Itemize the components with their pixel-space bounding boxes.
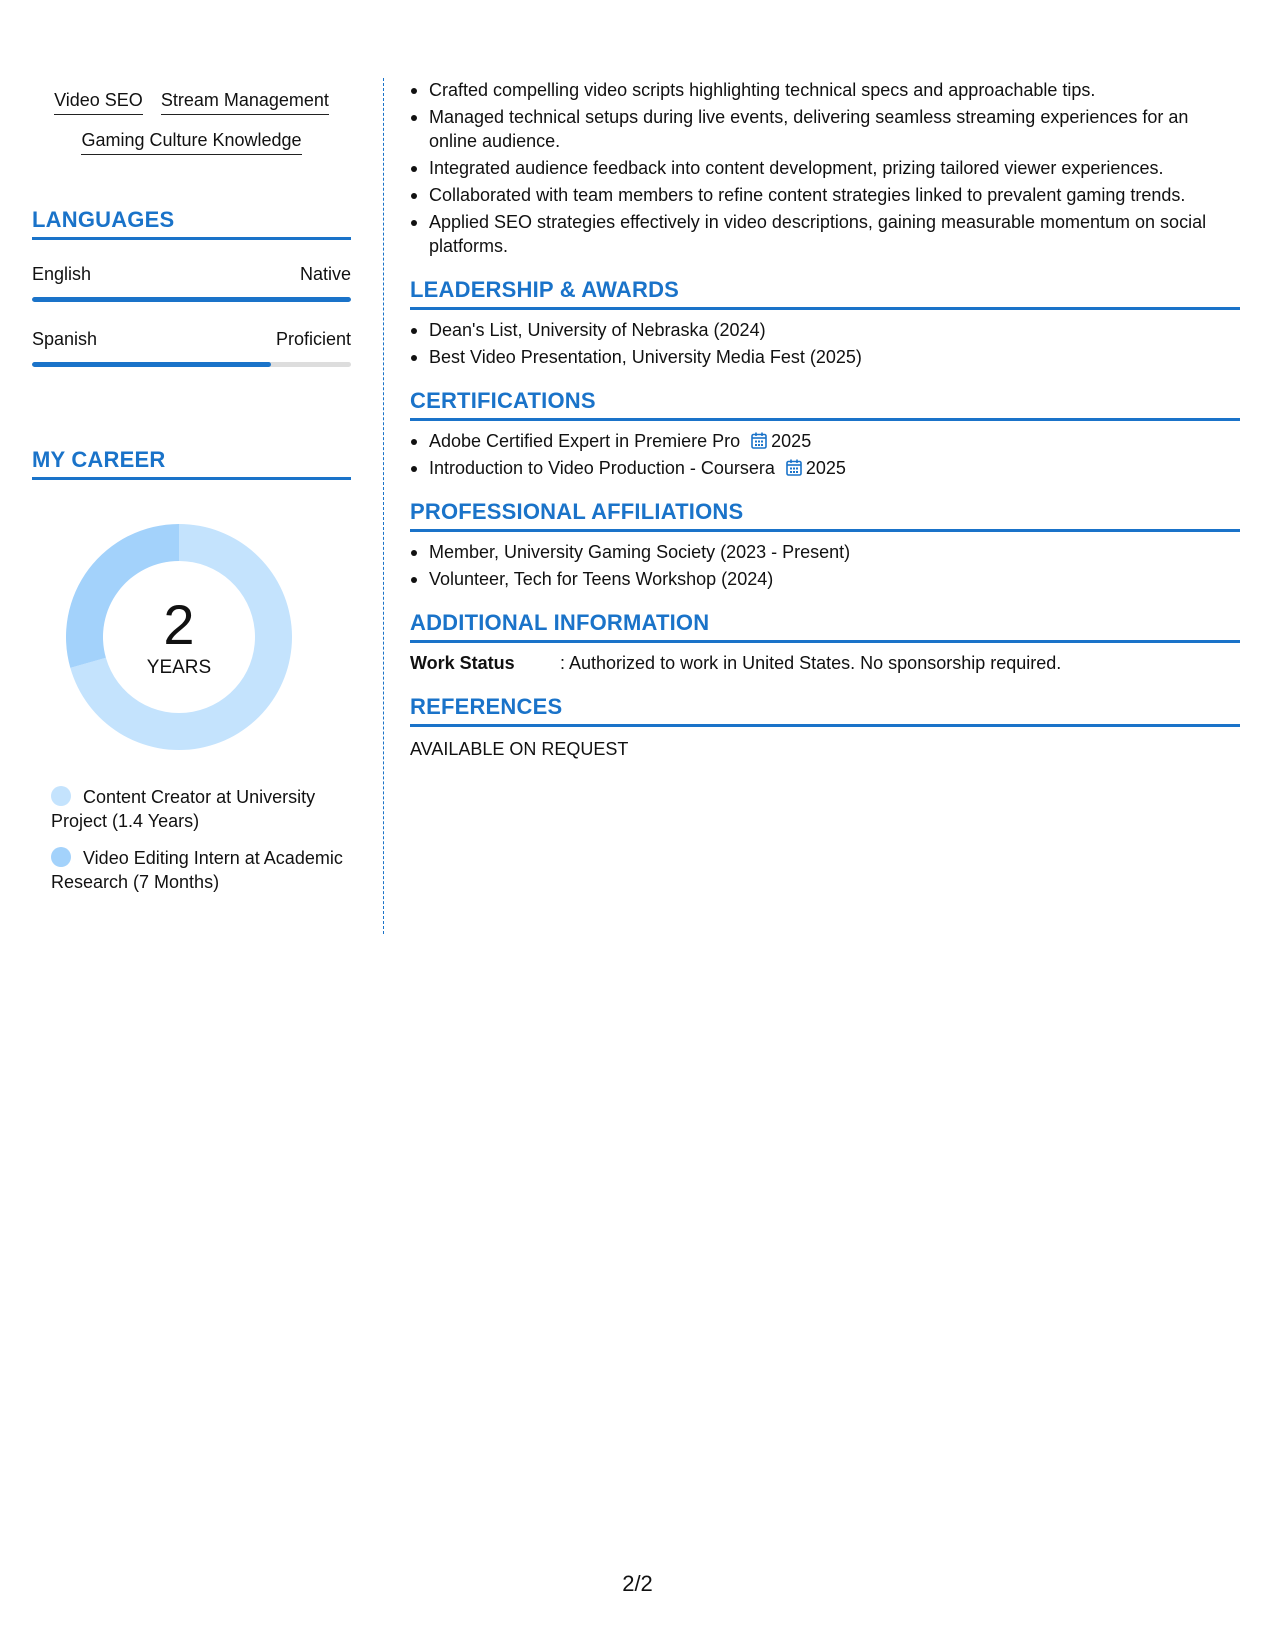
career-total-number: 2 — [163, 593, 195, 656]
skills-list — [32, 78, 351, 155]
language-proficiency-bar — [32, 297, 351, 302]
affiliations-heading: PROFESSIONAL AFFILIATIONS — [410, 499, 1240, 532]
page-number: 2/2 — [622, 1571, 653, 1596]
legend-label: Video Editing Intern at Academic Research (7 Months) — [51, 848, 343, 892]
language-name: English — [32, 264, 92, 284]
calendar-icon — [786, 459, 802, 476]
skill-tag: Video SEO — [54, 89, 143, 115]
skill-tag: Gaming Culture Knowledge — [81, 129, 301, 155]
language-level: Proficient — [275, 329, 351, 349]
languages-heading: LANGUAGES — [32, 207, 351, 240]
list-item: Managed technical setups during live events, delivering seamless streaming experiences for an online audience. — [410, 105, 1240, 153]
list-item: Volunteer, Tech for Teens Workshop (2024) — [410, 567, 1240, 591]
references-text: AVAILABLE ON REQUEST — [410, 739, 629, 759]
work-status-row — [410, 651, 1240, 675]
experience-bullets — [410, 78, 1240, 258]
career-donut-chart — [66, 524, 292, 750]
career-total-unit: YEARS — [146, 657, 212, 678]
column-divider — [383, 78, 384, 934]
language-name: Spanish — [32, 329, 98, 349]
list-item: Integrated audience feedback into content development, prizing tailored viewer experiences. — [410, 156, 1240, 180]
additional-info-heading: ADDITIONAL INFORMATION — [410, 610, 1240, 643]
language-proficiency-bar — [32, 362, 351, 367]
donut-center — [66, 524, 292, 750]
language-row — [32, 328, 351, 350]
list-item: Member, University Gaming Society (2023 - Present) — [410, 540, 1240, 564]
legend-dot-icon — [51, 786, 71, 806]
language-proficiency-fill — [32, 297, 351, 302]
certifications-heading: CERTIFICATIONS — [410, 388, 1240, 421]
additional-info-section — [410, 610, 1240, 675]
left-column — [32, 78, 351, 907]
work-status-label: Work Status — [410, 653, 515, 673]
list-item: Dean's List, University of Nebraska (2024) — [410, 318, 1240, 342]
list-item: Best Video Presentation, University Media Fest (2025) — [410, 345, 1240, 369]
certification-name: Introduction to Video Production - Coursera — [429, 458, 775, 478]
right-column — [410, 78, 1240, 761]
certification-item — [410, 429, 1240, 453]
certifications-section — [410, 388, 1240, 480]
leadership-section — [410, 277, 1240, 369]
certification-year: 2025 — [771, 431, 812, 451]
language-level: Native — [299, 264, 351, 284]
legend-label: Content Creator at University Project (1.4 Years) — [51, 787, 316, 831]
certification-year: 2025 — [805, 458, 846, 478]
skill-tag: Stream Management — [161, 89, 329, 115]
legend-dot-icon — [51, 847, 71, 867]
affiliations-section — [410, 499, 1240, 591]
list-item: Crafted compelling video scripts highlighting technical specs and approachable tips. — [410, 78, 1240, 102]
career-legend — [51, 785, 351, 894]
references-section — [410, 694, 1240, 761]
career-heading: MY CAREER — [32, 447, 351, 480]
language-row — [32, 263, 351, 285]
certification-item — [410, 456, 1240, 480]
list-item: Collaborated with team members to refine content strategies linked to prevalent gaming trends. — [410, 183, 1240, 207]
certification-name: Adobe Certified Expert in Premiere Pro — [429, 431, 741, 451]
work-status-value: : Authorized to work in United States. No sponsorship required. — [560, 653, 1062, 673]
legend-item — [51, 846, 351, 894]
references-heading: REFERENCES — [410, 694, 1240, 727]
leadership-heading: LEADERSHIP & AWARDS — [410, 277, 1240, 310]
language-proficiency-fill — [32, 362, 271, 367]
legend-item — [51, 785, 351, 833]
list-item: Applied SEO strategies effectively in video descriptions, gaining measurable momentum on social platforms. — [410, 210, 1240, 258]
calendar-icon — [751, 432, 767, 449]
